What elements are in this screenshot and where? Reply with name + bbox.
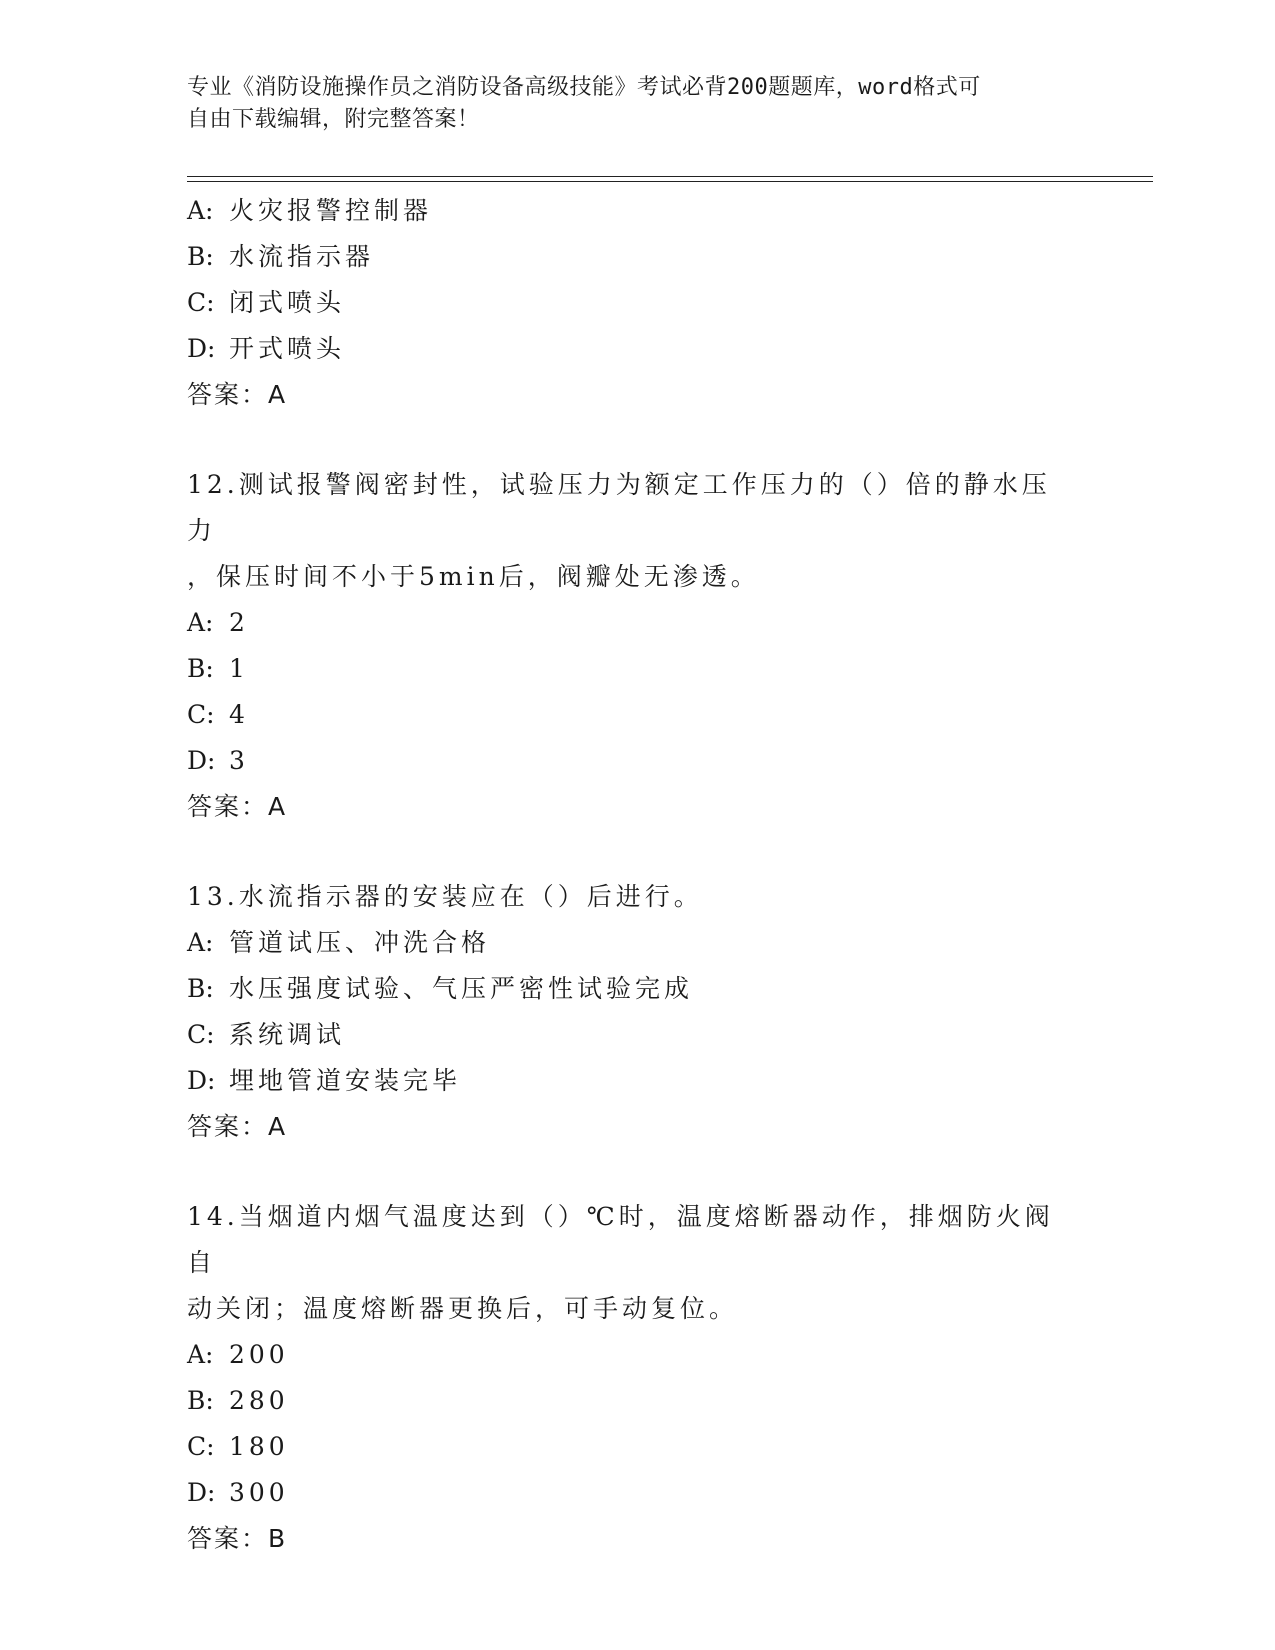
question-12 xyxy=(187,462,1087,830)
answer-value: A xyxy=(268,792,287,821)
option-letter: C: xyxy=(187,288,215,317)
option-letter: B: xyxy=(187,1386,214,1415)
option-text: 水流指示器 xyxy=(229,242,375,271)
option-d xyxy=(187,326,1087,372)
answer-line xyxy=(187,1516,1087,1562)
option-letter: A: xyxy=(187,928,214,957)
header-line-1: 专业《消防设施操作员之消防设备高级技能》考试必背200题题库，word格式可 xyxy=(187,75,981,100)
option-text: 2 xyxy=(229,608,249,637)
option-letter: B: xyxy=(187,242,214,271)
option-b xyxy=(187,1378,1087,1424)
option-text: 4 xyxy=(229,700,249,729)
option-b xyxy=(187,646,1087,692)
question-stem xyxy=(187,874,1067,920)
question-14 xyxy=(187,1194,1087,1562)
option-a xyxy=(187,920,1087,966)
option-text: 3 xyxy=(229,746,249,775)
question-stem-line-2: 动关闭；温度熔断器更换后，可手动复位。 xyxy=(187,1294,739,1323)
option-text: 水压强度试验、气压严密性试验完成 xyxy=(229,974,694,1003)
option-a xyxy=(187,600,1087,646)
option-letter: D: xyxy=(187,1066,216,1095)
answer-line xyxy=(187,784,1087,830)
option-letter: A: xyxy=(187,608,214,637)
answer-value: A xyxy=(268,1112,287,1141)
option-letter: C: xyxy=(187,700,215,729)
spacer xyxy=(187,418,1087,462)
answer-label: 答案： xyxy=(187,1524,269,1553)
option-text: 火灾报警控制器 xyxy=(229,196,433,225)
option-letter: C: xyxy=(187,1020,215,1049)
answer-label: 答案： xyxy=(187,792,269,821)
question-13 xyxy=(187,874,1087,1150)
option-a xyxy=(187,1332,1087,1378)
option-letter: B: xyxy=(187,654,214,683)
option-text: 180 xyxy=(229,1432,289,1461)
answer-label: 答案： xyxy=(187,380,269,409)
question-stem-line-2: ，保压时间不小于5min后，阀瓣处无渗透。 xyxy=(187,562,760,591)
answer-value: A xyxy=(268,380,287,409)
option-letter: D: xyxy=(187,1478,216,1507)
document-header xyxy=(187,72,1067,136)
option-text: 300 xyxy=(229,1478,289,1507)
option-d xyxy=(187,1470,1087,1516)
option-a xyxy=(187,188,1087,234)
option-letter: A: xyxy=(187,1340,214,1369)
header-divider-bottom xyxy=(187,181,1153,182)
option-text: 管道试压、冲洗合格 xyxy=(229,928,491,957)
option-text: 系统调试 xyxy=(229,1020,346,1049)
option-b xyxy=(187,966,1087,1012)
spacer xyxy=(187,830,1087,874)
option-text: 闭式喷头 xyxy=(229,288,346,317)
option-letter: D: xyxy=(187,746,216,775)
spacer xyxy=(187,1150,1087,1194)
option-text: 280 xyxy=(229,1386,289,1415)
option-letter: D: xyxy=(187,334,216,363)
option-c xyxy=(187,692,1087,738)
question-stem-line-1: 14.当烟道内烟气温度达到（）℃时，温度熔断器动作，排烟防火阀自 xyxy=(187,1202,1054,1277)
option-d xyxy=(187,1058,1087,1104)
option-text: 开式喷头 xyxy=(229,334,346,363)
option-b xyxy=(187,234,1087,280)
answer-value: B xyxy=(268,1524,287,1553)
option-letter: C: xyxy=(187,1432,215,1461)
question-stem xyxy=(187,462,1067,600)
answer-line xyxy=(187,1104,1087,1150)
question-stem-line-1: 12.测试报警阀密封性，试验压力为额定工作压力的（）倍的静水压力 xyxy=(187,470,1051,545)
question-list xyxy=(187,188,1087,1562)
option-text: 埋地管道安装完毕 xyxy=(229,1066,462,1095)
answer-label: 答案： xyxy=(187,1112,269,1141)
option-text: 1 xyxy=(229,654,249,683)
header-line-2: 自由下载编辑，附完整答案！ xyxy=(187,107,480,132)
option-c xyxy=(187,1424,1087,1470)
answer-line xyxy=(187,372,1087,418)
question-11 xyxy=(187,188,1087,418)
header-divider-top xyxy=(187,176,1153,177)
option-letter: B: xyxy=(187,974,214,1003)
option-c xyxy=(187,280,1087,326)
question-stem-line-1: 13.水流指示器的安装应在（）后进行。 xyxy=(187,882,703,911)
option-text: 200 xyxy=(229,1340,289,1369)
option-c xyxy=(187,1012,1087,1058)
option-d xyxy=(187,738,1087,784)
option-letter: A: xyxy=(187,196,214,225)
question-stem xyxy=(187,1194,1067,1332)
